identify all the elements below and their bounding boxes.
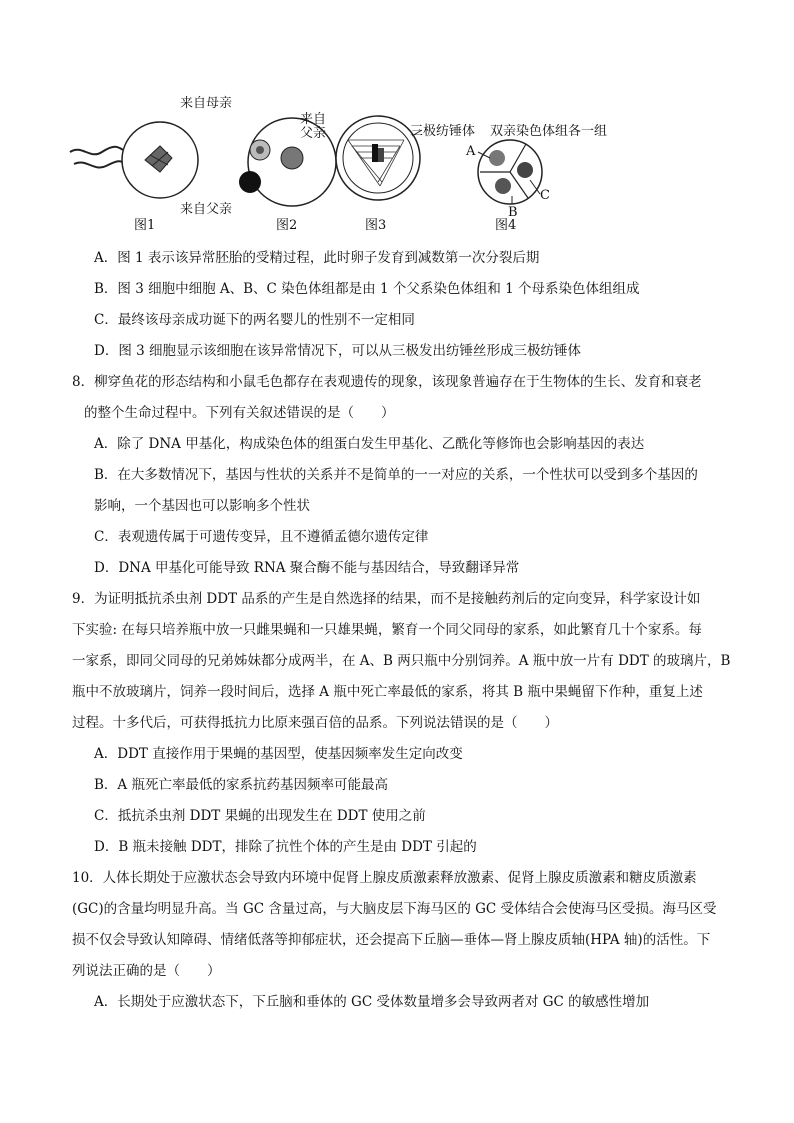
q10-stem-line-3: 损不仅会导致认知障碍、情绪低落等抑郁症状，还会提高下丘脑—垂体—肾上腺皮质轴(HPA 轴)的活性。下 xyxy=(72,932,711,948)
fig1-caption: 图1 xyxy=(134,218,156,233)
q9-option-a: A．DDT 直接作用于果蝇的基因型，使基因频率发生定向改变 xyxy=(94,746,463,762)
q9-stem-line-3: 一家系，即同父同母的兄弟姊妹都分成两半，在 A、B 两只瓶中分别饲养。A 瓶中放一片有 DDT 的玻璃片，B xyxy=(72,653,731,669)
q8-option-a: A．除了 DNA 甲基化，构成染色体的组蛋白发生甲基化、乙酰化等修饰也会影响基因的表达 xyxy=(94,436,645,452)
figures-illustration xyxy=(60,100,740,235)
q9-stem-line-5: 过程。十多代后，可获得抵抗力比原来强百倍的品系。下列说法错误的是（ ） xyxy=(72,715,558,731)
fig4-caption: 图4 xyxy=(495,218,517,233)
fig4-label-c: C xyxy=(540,188,550,203)
q8-option-c: C．表观遗传属于可遗传变异，且不遵循孟德尔遗传定律 xyxy=(94,529,429,545)
q8-option-d: D．DNA 甲基化可能导致 RNA 聚合酶不能与基因结合，导致翻译异常 xyxy=(94,560,520,576)
q8-option-b-line-2: 影响，一个基因也可以影响多个性状 xyxy=(94,498,310,514)
q9-stem-line-1: 9．为证明抵抗杀虫剂 DDT 品系的产生是自然选择的结果，而不是接触药剂后的定向变异，科学家设计如 xyxy=(72,591,701,607)
q8-stem-line-1: 8．柳穿鱼花的形态结构和小鼠毛色都存在表观遗传的现象，该现象普遍存在于生物体的生长、发育和衰老 xyxy=(72,374,702,390)
fig4-label-a: A xyxy=(466,144,476,159)
q7-option-a: A．图 1 表示该异常胚胎的受精过程，此时卵子发育到减数第一次分裂后期 xyxy=(94,250,540,266)
q7-option-b: B．图 3 细胞中细胞 A、B、C 染色体组都是由 1 个父系染色体组和 1 个母系染色体组组成 xyxy=(94,281,640,297)
fig2-from-father-bottom-label: 来自父亲 xyxy=(180,202,233,217)
fig4-both-sets-label: 双亲染色体组各一组 xyxy=(490,124,608,139)
q9-stem-line-2: 下实验: 在每只培养瓶中放一只雌果蝇和一只雄果蝇，繁育一个同父同母的家系，如此繁育几十个家系。每 xyxy=(72,622,702,638)
fig1-drawing xyxy=(70,122,198,198)
fig2-from-father-top-label: 来自 xyxy=(300,112,327,127)
q10-option-a: A．长期处于应激状态下，下丘脑和垂体的 GC 受体数量增多会导致两者对 GC 的敏感性增加 xyxy=(94,994,650,1010)
q9-option-b: B．A 瓶死亡率最低的家系抗药基因频率可能最高 xyxy=(94,777,388,793)
q8-option-b-line-1: B．在大多数情况下，基因与性状的关系并不是简单的一一对应的关系，一个性状可以受到多个基因的 xyxy=(94,467,698,483)
fig3-tripolar-label: 三极纺锤体 xyxy=(410,124,476,139)
q9-stem-line-4: 瓶中不放玻璃片，饲养一段时间后，选择 A 瓶中死亡率最低的家系，将其 B 瓶中果蝇留下作种，重复上述 xyxy=(72,684,703,700)
q7-option-c: C．最终该母亲成功诞下的两名婴儿的性别不一定相同 xyxy=(94,312,415,328)
q9-option-c: C．抵抗杀虫剂 DDT 果蝇的出现发生在 DDT 使用之前 xyxy=(94,808,426,824)
q7-option-d: D．图 3 细胞显示该细胞在该异常情况下，可以从三极发出纺锤丝形成三极纺锤体 xyxy=(94,343,581,359)
fig2-caption: 图2 xyxy=(276,218,298,233)
fig4-drawing xyxy=(478,140,542,204)
q9-option-d: D．B 瓶未接触 DDT，排除了抗性个体的产生是由 DDT 引起的 xyxy=(94,839,477,855)
fig2-from-father-top-label-2: 父亲 xyxy=(300,126,327,141)
q10-stem-line-2: (GC)的含量均明显升高。当 GC 含量过高，与大脑皮层下海马区的 GC 受体结合会使海马区受损。海马区受 xyxy=(72,901,717,917)
fig4-label-b: B xyxy=(508,205,518,220)
fig2-from-mother-label: 来自母亲 xyxy=(180,96,233,111)
fig3-caption: 图3 xyxy=(365,218,387,233)
q8-stem-line-2: 的整个生命过程中。下列有关叙述错误的是（ ） xyxy=(84,405,395,421)
figure-strip xyxy=(60,96,740,235)
q10-stem-line-4: 列说法正确的是（ ） xyxy=(72,963,221,979)
q10-stem-line-1: 10．人体长期处于应激状态会导致内环境中促肾上腺皮质激素释放激素、促肾上腺皮质激素和糖皮质激素 xyxy=(72,870,697,886)
